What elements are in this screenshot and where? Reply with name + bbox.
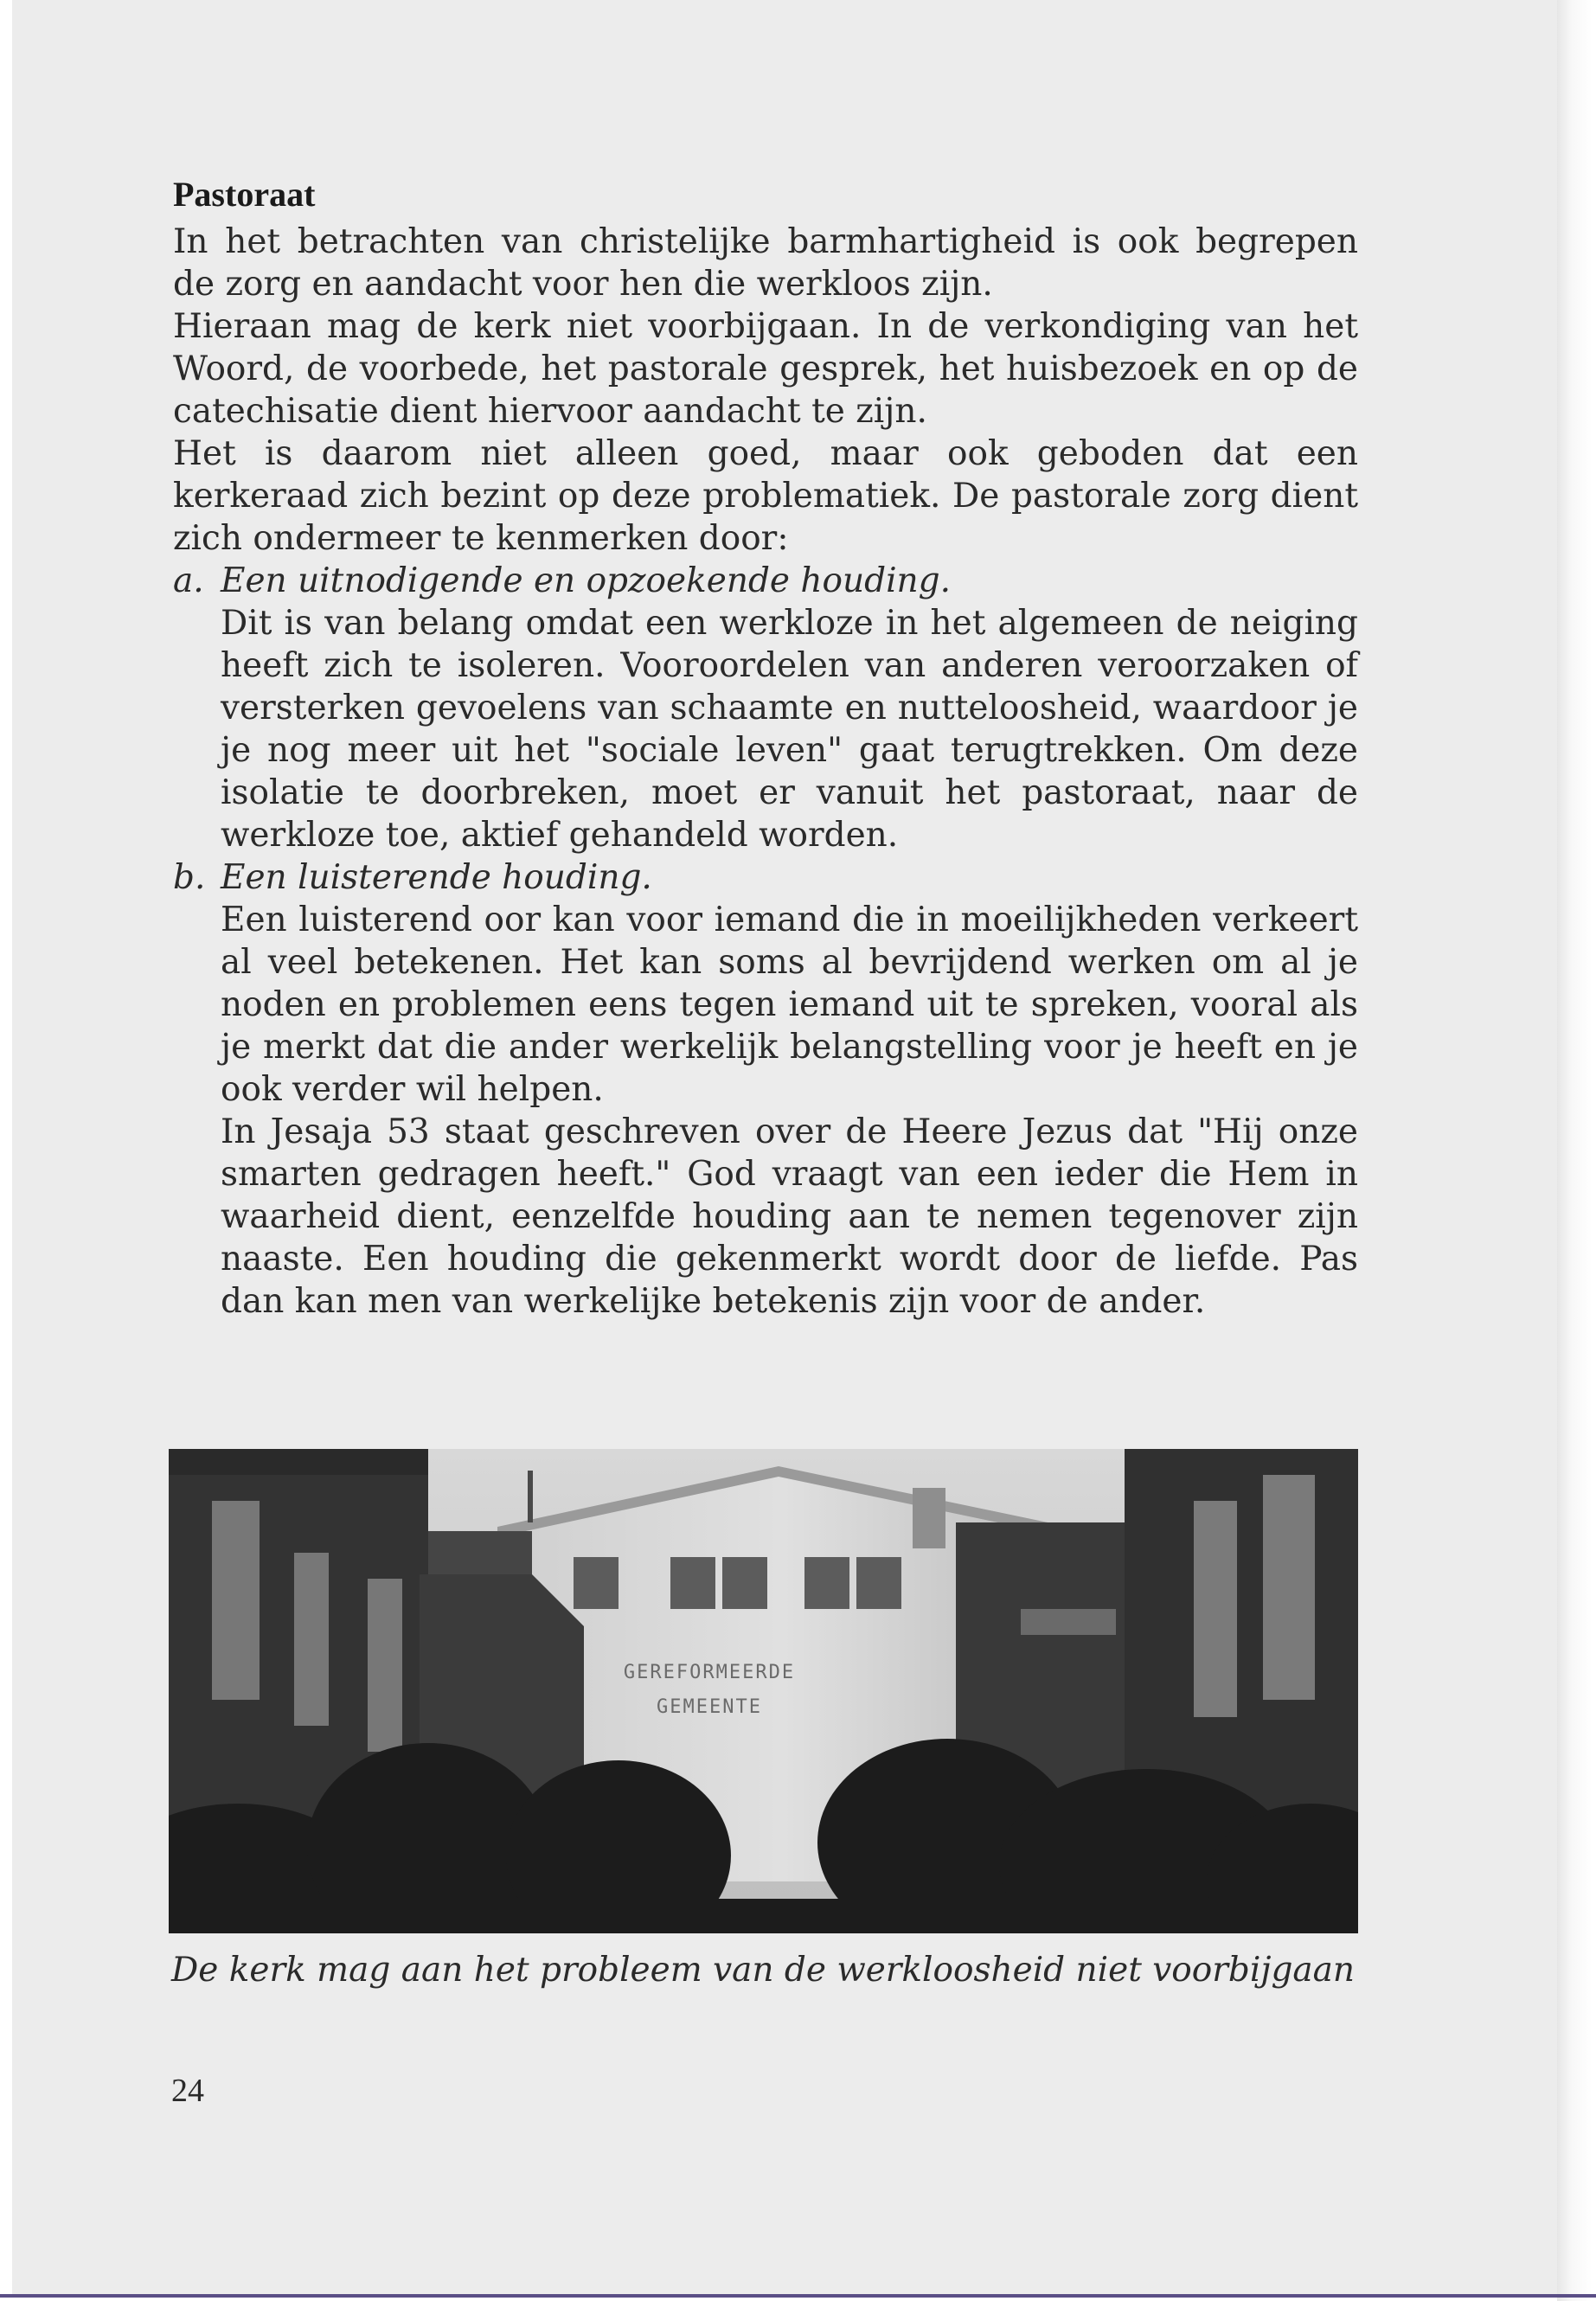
- list-item-b: [173, 856, 1358, 1323]
- list-marker: a.: [173, 561, 204, 600]
- list-item-paragraph: In Jesaja 53 staat geschreven over de Heere Jezus dat "Hij onze smarten gedragen heeft." God vraagt van een ieder die Hem in waarheid dient, eenzelfde houding aan te nemen tegenover zijn naaste. Een houding die gekenmerkt wordt door de liefde. Pas dan kan men van werkelijke betekenis zijn voor de ander.: [221, 1112, 1358, 1321]
- list-item-paragraph: Dit is van belang omdat een werkloze in het algemeen de neiging heeft zich te isoleren. Vooroordelen van anderen veroorzaken of versterken gevoelens van schaamte en nutteloosheid, waardoor je je nog meer uit het "sociale leven" gaat terugtrekken. Om deze isolatie te doorbreken, moet er vanuit het pastoraat, naar de werkloze toe, aktief gehandeld worden.: [221, 604, 1358, 855]
- sign-line-2: GEMEENTE: [657, 1696, 762, 1718]
- chimney: [913, 1488, 945, 1548]
- church-photo-illustration: [169, 1449, 1358, 1933]
- bottom-border-line: [0, 2294, 1596, 2298]
- paragraph-3: Het is daarom niet alleen goed, maar ook geboden dat een kerkeraad zich bezint op deze problematiek. De pastorale zorg dient zich ondermeer te kenmerken door:: [173, 434, 1358, 558]
- intro-paragraph: In het betrachten van christelijke barmhartigheid is ook begrepen de zorg en aandacht voor hen die werkloos zijn.: [173, 222, 1358, 304]
- section-heading: Pastoraat: [173, 175, 316, 214]
- list-item-a: [173, 560, 1358, 856]
- list-item-title: Een luisterende houding.: [221, 858, 652, 897]
- page-edge-shadow: [1557, 0, 1592, 2301]
- page-number: 24: [171, 2073, 204, 2109]
- list-item-title: Een uitnodigende en opzoekende houding.: [221, 561, 952, 600]
- spire: [528, 1471, 533, 1522]
- list-item-paragraph: Een luisterend oor kan voor iemand die in moeilijkheden verkeert al veel betekenen. Het kan soms al bevrijdend werken om al je noden en problemen eens tegen iemand uit te spreken, vooral als je merkt dat die ander werkelijk belangstelling voor je heeft en je ook verder wil helpen.: [221, 901, 1358, 1109]
- photo-caption: De kerk mag aan het probleem van de werkloosheid niet voorbijgaan: [171, 1951, 1356, 1990]
- sign-line-1: GEREFORMEERDE: [623, 1662, 796, 1683]
- church-photo: [169, 1449, 1358, 1933]
- list-marker: b.: [173, 858, 206, 897]
- paragraph-2: Hieraan mag de kerk niet voorbijgaan. In de verkondiging van het Woord, de voorbede, het pastorale gesprek, het huisbezoek en op de catechisatie dient hiervoor aandacht te zijn.: [173, 307, 1358, 431]
- article-body: [173, 169, 1358, 1323]
